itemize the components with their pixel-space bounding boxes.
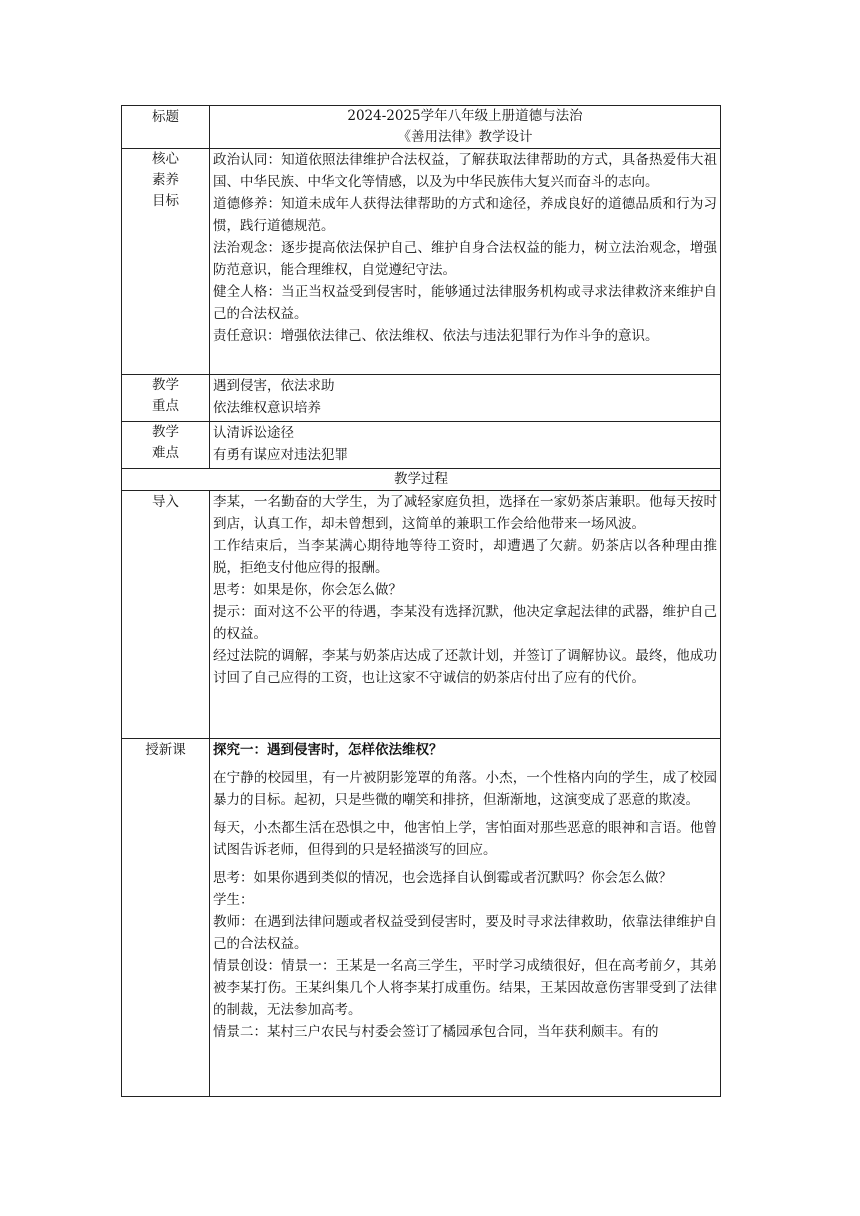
difficult-point-item: 认清诉讼途径 — [213, 425, 294, 441]
lesson-paragraph: 情景创设：情景一：王某是一名高三学生，平时学习成绩很好，但在高考前夕，其弟被李某打伤。王某纠集几个人将李某打成重伤。结果，王某因故意伤害罪受到了法律的制裁，无法参加高考。 — [213, 958, 717, 1018]
difficult-point-item: 有勇有谋应对违法犯罪 — [213, 447, 348, 463]
new-lesson-row — [122, 739, 721, 1097]
process-header: 教学过程 — [122, 469, 721, 491]
key-points-content — [210, 375, 721, 422]
lesson-paragraph: 学生： — [213, 892, 254, 908]
goal-political: 政治认同：知道依照法律维护合法权益，了解获取法律帮助的方式，具备热爱伟大祖国、中华民族、中华文化等情感，以及为中华民族伟大复兴而奋斗的志向。 — [213, 152, 717, 190]
document-title — [210, 106, 721, 149]
label-line: 核心 — [152, 151, 179, 167]
label-line: 教学 — [152, 377, 179, 393]
lesson-plan-table — [121, 105, 721, 1097]
key-point-item: 遇到侵害，依法求助 — [213, 378, 335, 394]
intro-paragraph: 思考：如果是你，你会怎么做？ — [213, 582, 402, 598]
inquiry-heading: 探究一：遇到侵害时，怎样依法维权？ — [213, 742, 443, 758]
lesson-paragraph: 思考：如果你遇到类似的情况，也会选择自认倒霉或者沉默吗？你会怎么做？ — [213, 870, 672, 886]
new-lesson-content — [210, 739, 721, 1097]
difficult-points-label — [122, 422, 210, 469]
key-point-item: 依法维权意识培养 — [213, 400, 321, 416]
title-row — [122, 106, 721, 149]
difficult-points-row — [122, 422, 721, 469]
title-line-1: 2024-2025学年八年级上册道德与法治 — [347, 108, 583, 124]
intro-paragraph: 提示：面对这不公平的待遇，李某没有选择沉默，他决定拿起法律的武器，维护自己的权益。 — [213, 604, 717, 642]
lesson-paragraph: 在宁静的校园里，有一片被阴影笼罩的角落。小杰，一个性格内向的学生，成了校园暴力的目标。起初，只是些微的嘲笑和排挤，但渐渐地，这演变成了恶意的欺凌。 — [213, 770, 717, 808]
lesson-paragraph: 每天，小杰都生活在恐惧之中，他害怕上学，害怕面对那些恶意的眼神和言语。他曾试图告诉老师，但得到的只是轻描淡写的回应。 — [213, 820, 717, 858]
difficult-points-content — [210, 422, 721, 469]
core-literacy-content — [210, 149, 721, 375]
key-points-label — [122, 375, 210, 422]
intro-paragraph: 经过法院的调解，李某与奶茶店达成了还款计划，并签订了调解协议。最终，他成功讨回了自己应得的工资，也让这家不守诚信的奶茶店付出了应有的代价。 — [213, 648, 717, 686]
intro-label: 导入 — [122, 491, 210, 739]
goal-moral: 道德修养：知道未成年人获得法律帮助的方式和途径，养成良好的道德品质和行为习惯，践行道德规范。 — [213, 196, 717, 234]
goal-responsibility: 责任意识：增强依法律己、依法维权、依法与违法犯罪行为作斗争的意识。 — [213, 328, 659, 344]
core-literacy-row — [122, 149, 721, 375]
label-line: 难点 — [152, 445, 179, 461]
label-line: 教学 — [152, 424, 179, 440]
lesson-paragraph: 教师：在遇到法律问题或者权益受到侵害时，要及时寻求法律救助，依靠法律维护自己的合法权益。 — [213, 914, 717, 952]
title-label: 标题 — [122, 106, 210, 149]
label-line: 素养 — [152, 172, 179, 188]
new-lesson-label: 授新课 — [122, 739, 210, 1097]
key-points-row — [122, 375, 721, 422]
title-line-2: 《善用法律》教学设计 — [397, 129, 533, 145]
goal-legal: 法治观念：逐步提高依法保护自己、维护自身合法权益的能力，树立法治观念，增强防范意识，能合理维权，自觉遵纪守法。 — [213, 240, 717, 278]
label-line: 重点 — [152, 398, 179, 414]
process-header-row — [122, 469, 721, 491]
label-line: 目标 — [152, 193, 179, 209]
intro-row — [122, 491, 721, 739]
intro-content — [210, 491, 721, 739]
intro-paragraph: 李某，一名勤奋的大学生，为了减轻家庭负担，选择在一家奶茶店兼职。他每天按时到店，认真工作，却未曾想到，这简单的兼职工作会给他带来一场风波。 — [213, 494, 717, 532]
lesson-paragraph: 情景二：某村三户农民与村委会签订了橘园承包合同，当年获利颇丰。有的 — [213, 1024, 659, 1040]
core-literacy-label — [122, 149, 210, 375]
goal-personality: 健全人格：当正当权益受到侵害时，能够通过法律服务机构或寻求法律救济来维护自己的合法权益。 — [213, 284, 717, 322]
intro-paragraph: 工作结束后，当李某满心期待地等待工资时，却遭遇了欠薪。奶茶店以各种理由推脱，拒绝支付他应得的报酬。 — [213, 538, 717, 576]
